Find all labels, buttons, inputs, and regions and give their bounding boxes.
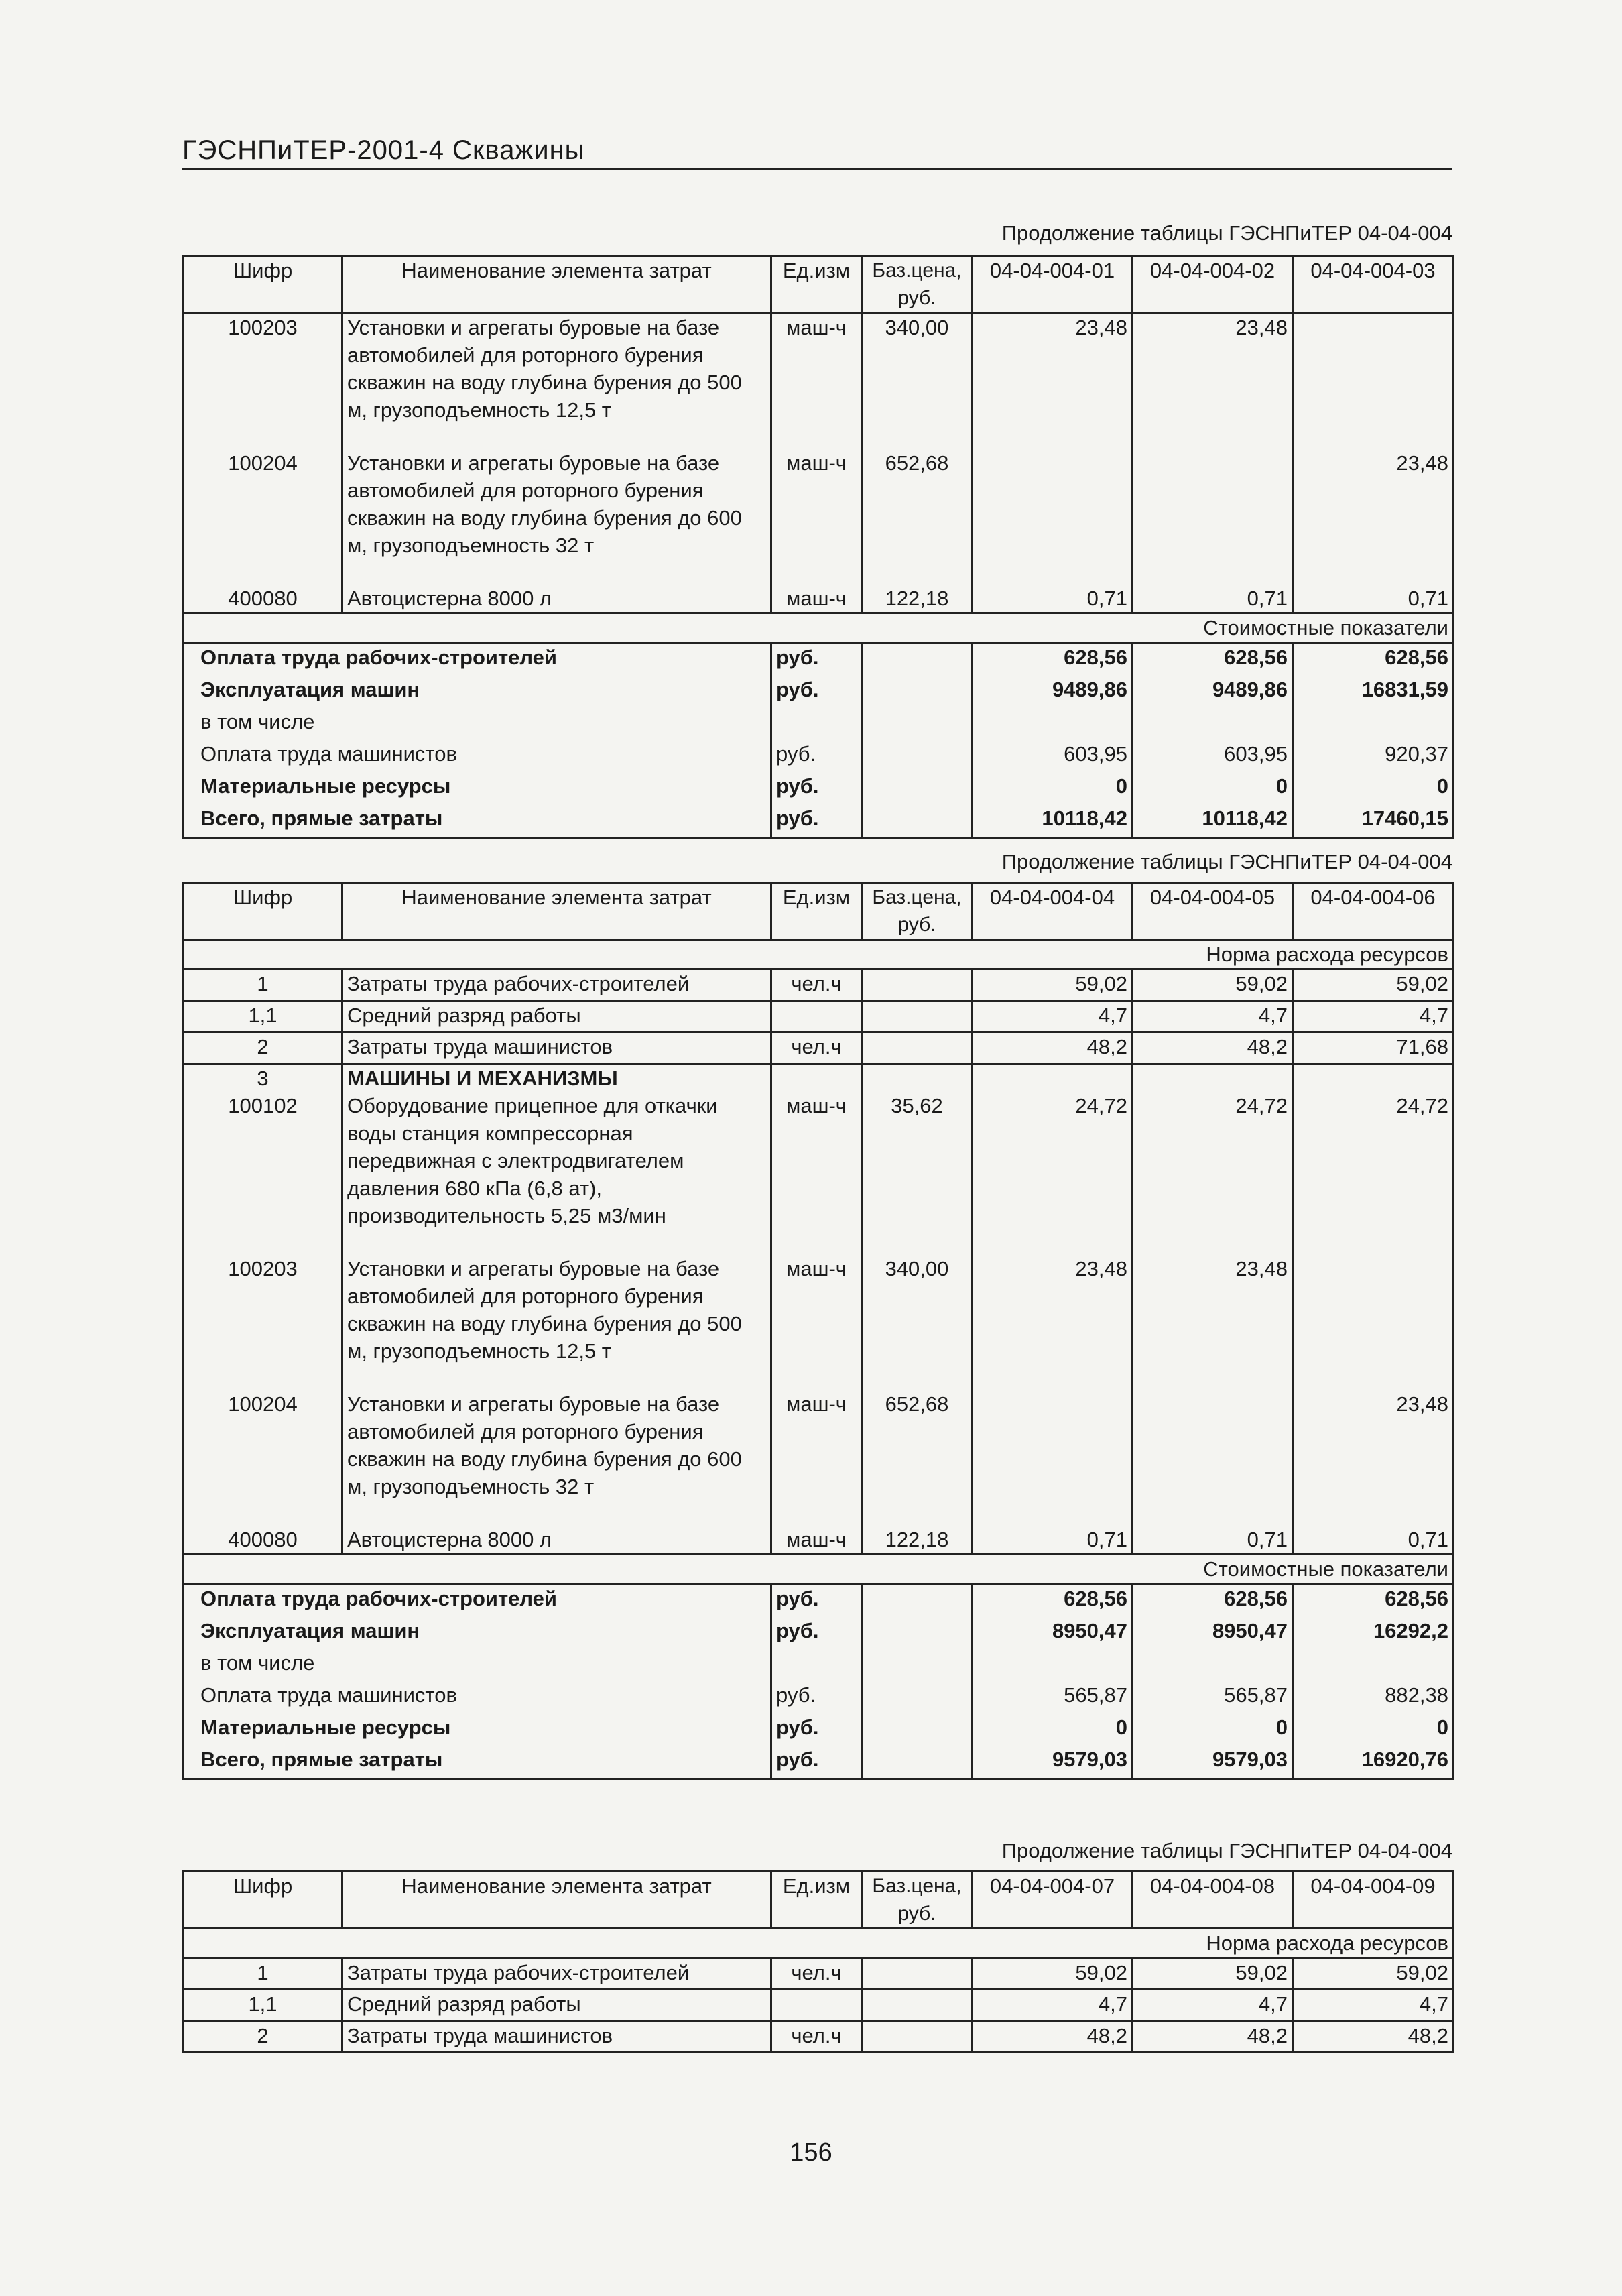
row-price <box>862 969 973 1001</box>
row-value-1: 23,48 <box>973 313 1133 450</box>
section-norm-label: Норма расхода ресурсов <box>184 940 1454 969</box>
cost-row-operators <box>184 740 1454 772</box>
cost-value-3: 628,56 <box>1293 1584 1454 1618</box>
page-title: ГЭСНПиТЕР-2001-4 Скважины <box>182 135 1452 170</box>
row-value-2: 23,48 <box>1133 313 1293 450</box>
cost-value-3: 0 <box>1293 1713 1454 1746</box>
cost-value-3: 16920,76 <box>1293 1746 1454 1779</box>
row-unit: маш-ч <box>771 449 862 585</box>
cost-value-2: 0 <box>1133 1713 1293 1746</box>
cost-value-3: 0 <box>1293 772 1454 804</box>
row-value-3: 4,7 <box>1293 1001 1454 1032</box>
cost-label: в том числе <box>184 708 771 740</box>
row-value-2: 48,2 <box>1133 2021 1293 2053</box>
col-unit-header: Ед.изм <box>771 883 862 940</box>
row-value-3: 48,2 <box>1293 2021 1454 2053</box>
cost-value-3: 16292,2 <box>1293 1617 1454 1649</box>
table-row <box>184 585 1454 613</box>
cost-value-2: 628,56 <box>1133 1584 1293 1618</box>
group-row <box>184 1064 1454 1093</box>
row-code: 2 <box>184 1032 342 1064</box>
table-row <box>184 313 1454 450</box>
row-price <box>862 1032 973 1064</box>
row-value-2: 23,48 <box>1133 1255 1293 1390</box>
row-price <box>862 1990 973 2021</box>
table-row <box>184 1255 1454 1390</box>
row-value-2: 59,02 <box>1133 1958 1293 1990</box>
col-code-3-header: 04-04-004-06 <box>1293 883 1454 940</box>
row-unit <box>771 1001 862 1032</box>
row-value-1: 48,2 <box>973 1032 1133 1064</box>
row-value-3 <box>1293 1255 1454 1390</box>
col-code-header: Шифр <box>184 256 342 313</box>
row-name: Затраты труда машинистов <box>342 2021 771 2053</box>
row-code: 1,1 <box>184 1001 342 1032</box>
cost-value-3: 920,37 <box>1293 740 1454 772</box>
row-value-1 <box>973 449 1133 585</box>
row-value-2: 24,72 <box>1133 1092 1293 1255</box>
cost-value-1: 628,56 <box>973 643 1133 676</box>
cost-row-materials <box>184 1713 1454 1746</box>
cost-label: Оплата труда машинистов <box>184 740 771 772</box>
row-value-2: 59,02 <box>1133 969 1293 1001</box>
row-value-3: 59,02 <box>1293 969 1454 1001</box>
row-name: Средний разряд работы <box>342 1990 771 2021</box>
table-row <box>184 1001 1454 1032</box>
row-name: Установки и агрегаты буровые на базе автомобилей для роторного бурения скважин на воду глубина бурения до 600 м, грузоподъемность 32 т <box>342 1390 771 1526</box>
col-code-3-header: 04-04-004-09 <box>1293 1872 1454 1929</box>
row-value-3: 71,68 <box>1293 1032 1454 1064</box>
cost-value-2: 0 <box>1133 772 1293 804</box>
resource-table-3 <box>182 1870 1454 2053</box>
row-price: 122,18 <box>862 1526 973 1555</box>
row-value-2: 0,71 <box>1133 585 1293 613</box>
cost-unit: руб. <box>771 772 862 804</box>
col-code-1-header: 04-04-004-04 <box>973 883 1133 940</box>
cost-label: Оплата труда машинистов <box>184 1681 771 1713</box>
cost-value-2: 9489,86 <box>1133 676 1293 708</box>
row-price: 652,68 <box>862 449 973 585</box>
table-row <box>184 1526 1454 1555</box>
row-name: Установки и агрегаты буровые на базе автомобилей для роторного бурения скважин на воду глубина бурения до 500 м, грузоподъемность 12,5 т <box>342 313 771 450</box>
row-value-3: 4,7 <box>1293 1990 1454 2021</box>
col-code-1-header: 04-04-004-01 <box>973 256 1133 313</box>
resource-table-1 <box>182 255 1454 839</box>
col-code-header: Шифр <box>184 1872 342 1929</box>
row-unit: маш-ч <box>771 1255 862 1390</box>
cost-value-1: 9489,86 <box>973 676 1133 708</box>
group-code: 3 <box>184 1064 342 1093</box>
row-value-2: 4,7 <box>1133 1001 1293 1032</box>
row-value-1: 59,02 <box>973 969 1133 1001</box>
table-caption: Продолжение таблицы ГЭСНПиТЕР 04-04-004 <box>1001 850 1452 873</box>
table-row <box>184 969 1454 1001</box>
section-cost-label: Стоимостные показатели <box>184 613 1454 643</box>
resource-table-2 <box>182 882 1454 1780</box>
row-name: Затраты труда машинистов <box>342 1032 771 1064</box>
row-price: 35,62 <box>862 1092 973 1255</box>
row-code: 1 <box>184 969 342 1001</box>
cost-row-machines <box>184 676 1454 708</box>
cost-value-2: 10118,42 <box>1133 804 1293 838</box>
row-code: 100203 <box>184 1255 342 1390</box>
cost-value-1: 9579,03 <box>973 1746 1133 1779</box>
row-name: Автоцистерна 8000 л <box>342 585 771 613</box>
row-name: Оборудование прицепное для откачки воды станция компрессорная передвижная с электродвигателем давления 680 кПа (6,8 ат), производительность 5,25 м3/мин <box>342 1092 771 1255</box>
row-value-2 <box>1133 449 1293 585</box>
row-price: 652,68 <box>862 1390 973 1526</box>
cost-value-1: 0 <box>973 772 1133 804</box>
cost-row-total <box>184 1746 1454 1779</box>
row-unit: маш-ч <box>771 585 862 613</box>
row-value-2: 4,7 <box>1133 1990 1293 2021</box>
row-value-1: 4,7 <box>973 1990 1133 2021</box>
cost-value-1: 603,95 <box>973 740 1133 772</box>
table-row <box>184 449 1454 585</box>
col-code-header: Шифр <box>184 883 342 940</box>
col-price-header: Баз.цена, руб. <box>862 1872 973 1929</box>
cost-value-2: 8950,47 <box>1133 1617 1293 1649</box>
col-code-2-header: 04-04-004-05 <box>1133 883 1293 940</box>
row-unit: чел.ч <box>771 969 862 1001</box>
cost-label: Оплата труда рабочих-строителей <box>184 1584 771 1618</box>
row-value-1 <box>973 1390 1133 1526</box>
row-value-1: 59,02 <box>973 1958 1133 1990</box>
row-price: 340,00 <box>862 313 973 450</box>
col-price-header: Баз.цена, руб. <box>862 883 973 940</box>
row-unit: маш-ч <box>771 1526 862 1555</box>
cost-value-2: 603,95 <box>1133 740 1293 772</box>
row-value-2: 0,71 <box>1133 1526 1293 1555</box>
cost-value-1: 10118,42 <box>973 804 1133 838</box>
row-value-3: 59,02 <box>1293 1958 1454 1990</box>
cost-label: Оплата труда рабочих-строителей <box>184 643 771 676</box>
row-code: 400080 <box>184 585 342 613</box>
row-price <box>862 1958 973 1990</box>
row-price <box>862 2021 973 2053</box>
cost-unit: руб. <box>771 643 862 676</box>
row-value-1: 24,72 <box>973 1092 1133 1255</box>
row-unit: чел.ч <box>771 1958 862 1990</box>
group-name: МАШИНЫ И МЕХАНИЗМЫ <box>342 1064 771 1093</box>
row-unit: маш-ч <box>771 1092 862 1255</box>
cost-unit: руб. <box>771 804 862 838</box>
col-name-header: Наименование элемента затрат <box>342 1872 771 1929</box>
cost-value-1: 0 <box>973 1713 1133 1746</box>
col-name-header: Наименование элемента затрат <box>342 256 771 313</box>
table-row <box>184 1390 1454 1526</box>
row-name: Установки и агрегаты буровые на базе автомобилей для роторного бурения скважин на воду глубина бурения до 500 м, грузоподъемность 12,5 т <box>342 1255 771 1390</box>
row-value-3: 0,71 <box>1293 1526 1454 1555</box>
cost-value-2: 9579,03 <box>1133 1746 1293 1779</box>
row-name: Затраты труда рабочих-строителей <box>342 1958 771 1990</box>
row-name: Затраты труда рабочих-строителей <box>342 969 771 1001</box>
row-value-1: 0,71 <box>973 1526 1133 1555</box>
table-caption: Продолжение таблицы ГЭСНПиТЕР 04-04-004 <box>1001 1839 1452 1862</box>
col-code-3-header: 04-04-004-03 <box>1293 256 1454 313</box>
cost-label: Эксплуатация машин <box>184 676 771 708</box>
row-code: 2 <box>184 2021 342 2053</box>
section-cost-label: Стоимостные показатели <box>184 1555 1454 1584</box>
cost-value-3: 882,38 <box>1293 1681 1454 1713</box>
cost-value-3: 16831,59 <box>1293 676 1454 708</box>
cost-label: в том числе <box>184 1649 771 1681</box>
row-code: 100204 <box>184 1390 342 1526</box>
row-value-3 <box>1293 313 1454 450</box>
row-code: 400080 <box>184 1526 342 1555</box>
row-value-2: 48,2 <box>1133 1032 1293 1064</box>
col-unit-header: Ед.изм <box>771 256 862 313</box>
cost-row-labor <box>184 1584 1454 1618</box>
col-price-header: Баз.цена, руб. <box>862 256 973 313</box>
col-code-2-header: 04-04-004-08 <box>1133 1872 1293 1929</box>
row-code: 100204 <box>184 449 342 585</box>
row-value-1: 48,2 <box>973 2021 1133 2053</box>
section-norm-label: Норма расхода ресурсов <box>184 1929 1454 1958</box>
row-unit: маш-ч <box>771 1390 862 1526</box>
row-value-1: 4,7 <box>973 1001 1133 1032</box>
row-unit: чел.ч <box>771 2021 862 2053</box>
page-number: 156 <box>790 2138 832 2167</box>
table-row <box>184 1958 1454 1990</box>
col-name-header: Наименование элемента затрат <box>342 883 771 940</box>
row-price <box>862 1001 973 1032</box>
row-price: 122,18 <box>862 585 973 613</box>
col-code-1-header: 04-04-004-07 <box>973 1872 1133 1929</box>
cost-label: Материальные ресурсы <box>184 1713 771 1746</box>
cost-unit: руб. <box>771 1713 862 1746</box>
row-code: 100102 <box>184 1092 342 1255</box>
row-unit: чел.ч <box>771 1032 862 1064</box>
cost-row-materials <box>184 772 1454 804</box>
row-unit: маш-ч <box>771 313 862 450</box>
cost-unit: руб. <box>771 676 862 708</box>
row-name: Установки и агрегаты буровые на базе автомобилей для роторного бурения скважин на воду глубина бурения до 600 м, грузоподъемность 32 т <box>342 449 771 585</box>
row-value-2 <box>1133 1390 1293 1526</box>
cost-row-operators <box>184 1681 1454 1713</box>
cost-value-3: 628,56 <box>1293 643 1454 676</box>
row-value-1: 23,48 <box>973 1255 1133 1390</box>
cost-label: Эксплуатация машин <box>184 1617 771 1649</box>
col-code-2-header: 04-04-004-02 <box>1133 256 1293 313</box>
row-value-1: 0,71 <box>973 585 1133 613</box>
cost-row-incl <box>184 1649 1454 1681</box>
cost-unit: руб. <box>771 1681 862 1713</box>
cost-unit: руб. <box>771 1584 862 1618</box>
cost-value-2: 628,56 <box>1133 643 1293 676</box>
cost-label: Материальные ресурсы <box>184 772 771 804</box>
table-row <box>184 1990 1454 2021</box>
cost-row-total <box>184 804 1454 838</box>
cost-label: Всего, прямые затраты <box>184 804 771 838</box>
row-code: 1 <box>184 1958 342 1990</box>
cost-value-1: 8950,47 <box>973 1617 1133 1649</box>
cost-row-incl <box>184 708 1454 740</box>
row-value-3: 24,72 <box>1293 1092 1454 1255</box>
row-name: Автоцистерна 8000 л <box>342 1526 771 1555</box>
table-row <box>184 1092 1454 1255</box>
col-unit-header: Ед.изм <box>771 1872 862 1929</box>
cost-value-2: 565,87 <box>1133 1681 1293 1713</box>
cost-label: Всего, прямые затраты <box>184 1746 771 1779</box>
cost-row-labor <box>184 643 1454 676</box>
row-value-3: 23,48 <box>1293 1390 1454 1526</box>
table-row <box>184 2021 1454 2053</box>
cost-value-3: 17460,15 <box>1293 804 1454 838</box>
row-value-3: 0,71 <box>1293 585 1454 613</box>
cost-unit: руб. <box>771 740 862 772</box>
cost-unit: руб. <box>771 1746 862 1779</box>
row-name: Средний разряд работы <box>342 1001 771 1032</box>
row-price: 340,00 <box>862 1255 973 1390</box>
row-value-3: 23,48 <box>1293 449 1454 585</box>
cost-row-machines <box>184 1617 1454 1649</box>
cost-unit: руб. <box>771 1617 862 1649</box>
row-unit <box>771 1990 862 2021</box>
table-caption: Продолжение таблицы ГЭСНПиТЕР 04-04-004 <box>1001 221 1452 245</box>
cost-value-1: 565,87 <box>973 1681 1133 1713</box>
table-row <box>184 1032 1454 1064</box>
row-code: 1,1 <box>184 1990 342 2021</box>
cost-value-1: 628,56 <box>973 1584 1133 1618</box>
row-code: 100203 <box>184 313 342 450</box>
